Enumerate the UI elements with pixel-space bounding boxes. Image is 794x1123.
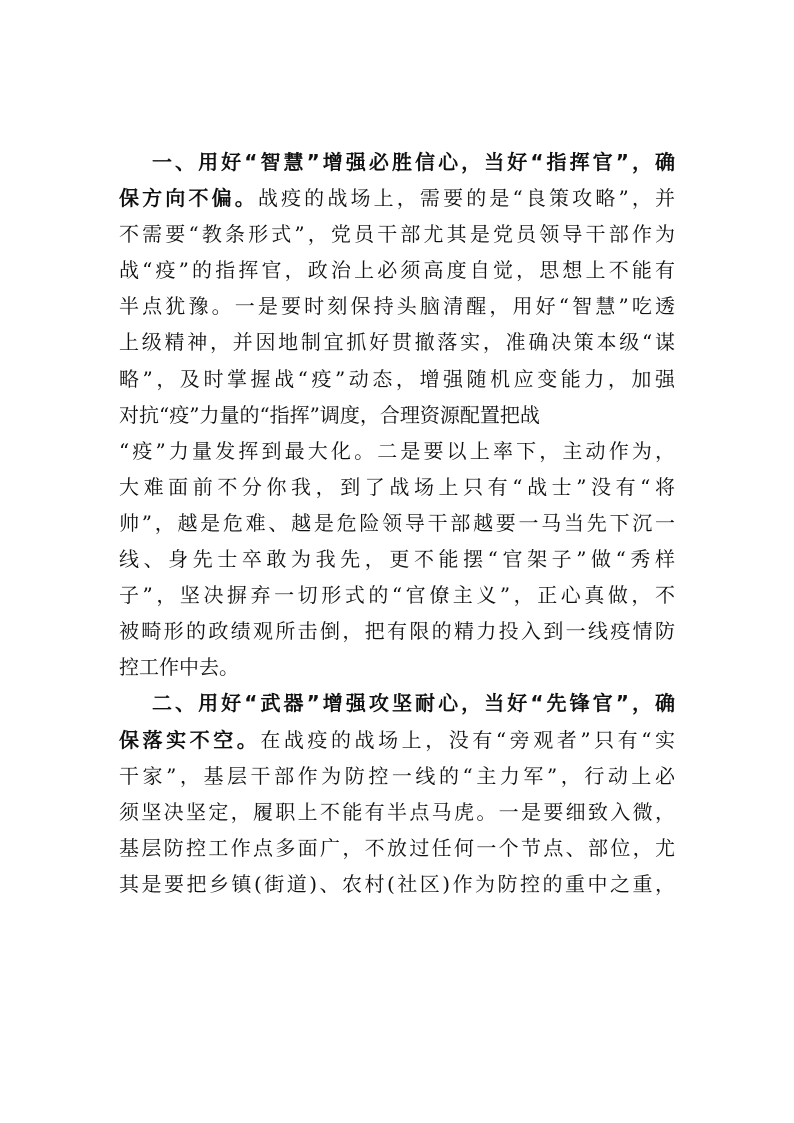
paragraph-1-line-14: 控工作中去。 — [119, 655, 239, 680]
paragraph-1-line-4: 半点犹豫。一是要时刻保持头脑清醒，用好“智慧”吃透 — [119, 294, 675, 319]
document-body — [119, 144, 675, 902]
paragraph-1-line-9: 大难面前不分你我，到了战场上只有“战士”没有“将 — [119, 474, 675, 499]
paragraph-1-line-6: 略”，及时掌握战“疫”动态，增强随机应变能力，加强 — [119, 366, 675, 391]
paragraph-1-line-5: 上级精神，并因地制宜抓好贯撤落实，准确决策本级“谋 — [119, 330, 675, 355]
paragraph-1-heading-tail: 保方向不偏。 — [119, 186, 258, 211]
paragraph-1-line-10: 帅”，越是危难、越是危险领导干部越要一马当先下沉一 — [119, 510, 675, 535]
paragraph-2-heading-tail: 保落实不空。 — [119, 727, 261, 752]
paragraph-1-line-12: 子”，坚决摒弃一切形式的“官僚主义”，正心真做，不 — [119, 583, 675, 608]
paragraph-2-line-2: 干家”，基层干部作为防控一线的“主力军”，行动上必 — [119, 763, 675, 788]
paragraph-1-line-13: 被畸形的政绩观所击倒，把有限的精力投入到一线疫情防 — [119, 619, 675, 644]
paragraph-1-line-7: 对抗“疫”力量的“指挥”调度，合理资源配置把战 — [119, 402, 540, 427]
paragraph-2-text: 在战疫的战场上，没有“旁观者”只有“实 — [260, 727, 675, 752]
paragraph-1-line-1 — [119, 180, 675, 216]
paragraph-2-line-1 — [119, 722, 675, 758]
paragraph-1-heading: 一、用好“智慧”增强必胜信心，当好“指挥官”，确 — [152, 150, 675, 174]
paragraph-1-line-2: 不需要“教条形式”，党员干部尤其是党员领导干部作为 — [119, 222, 675, 247]
paragraph-1-text: 战疫的战场上，需要的是“良策攻略”，并 — [257, 186, 675, 211]
paragraph-2-heading: 二、用好“武器”增强攻坚耐心，当好“先锋官”，确 — [152, 691, 675, 716]
paragraph-2-line-3: 须坚决坚定，履职上不能有半点马虎。一是要细致入微， — [119, 799, 675, 824]
paragraph-1-line-8: “疫”力量发挥到最大化。二是要以上率下，主动作为， — [119, 438, 675, 463]
paragraph-1-line-11: 线、身先士卒敢为我先，更不能摆“官架子”做“秀样 — [119, 547, 675, 572]
paragraph-1-line-3: 战“疫”的指挥官，政治上必须高度自觉，思想上不能有 — [119, 258, 675, 283]
paragraph-2-line-5: 其是要把乡镇(街道)、农村(社区)作为防控的重中之重， — [119, 871, 675, 896]
paragraph-2-line-4: 基层防控工作点多面广，不放过任何一个节点、部位，尤 — [119, 835, 675, 860]
